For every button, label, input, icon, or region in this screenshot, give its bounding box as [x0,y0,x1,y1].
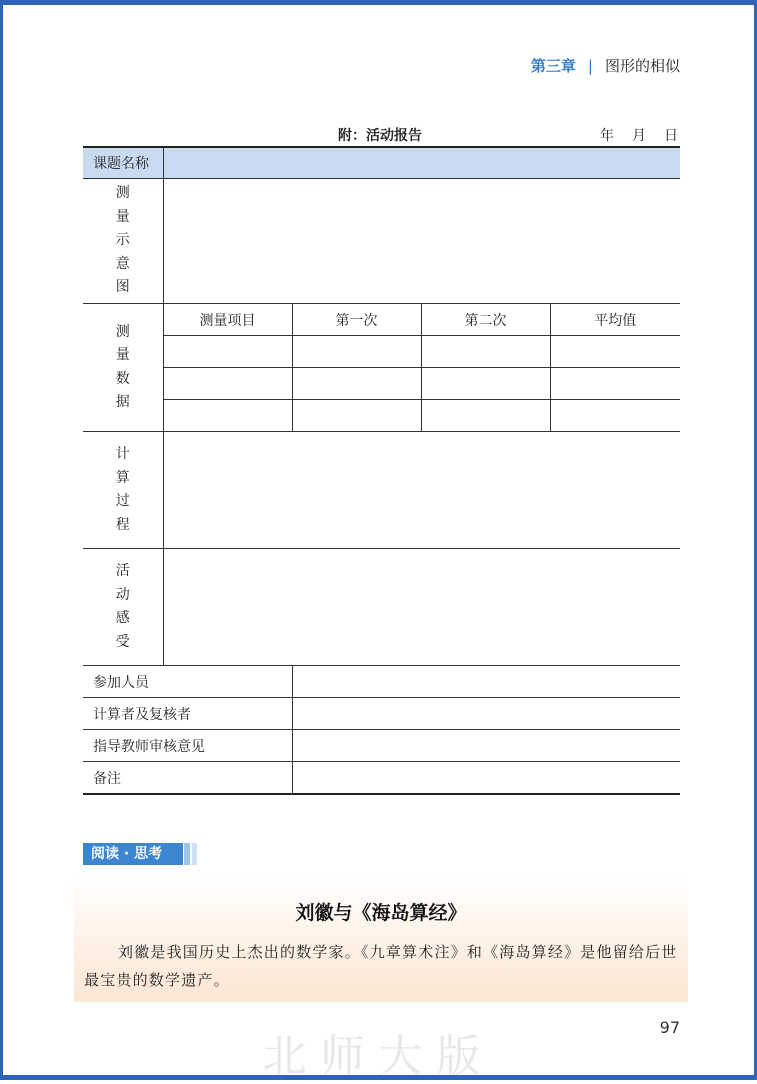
col-header-item: 测量项目 [163,304,292,336]
reading-title: 刘徽与《海岛算经》 [295,902,467,924]
calculators-row [83,698,680,730]
frame-top-border [0,0,757,5]
activity-report-table [83,146,680,795]
data-cell[interactable] [550,368,680,400]
page-header [531,55,680,76]
data-row [83,368,680,400]
notes-field[interactable] [292,762,680,795]
diagram-row [83,179,680,304]
data-cell[interactable] [292,368,421,400]
data-cell[interactable] [163,336,292,368]
data-header-row [83,304,680,336]
diagram-field[interactable] [163,179,680,304]
chapter-number: 第三章 [530,57,576,75]
report-date [582,125,678,145]
feeling-label: 活 动 感 受 [83,549,163,666]
calc-row [83,432,680,549]
calculators-label: 计算者及复核者 [83,698,292,730]
data-row [83,400,680,432]
chapter-title: 图形的相似 [604,57,680,75]
topic-row [83,147,680,179]
feeling-field[interactable] [163,549,680,666]
reading-paragraph: 刘徽是我国历史上杰出的数学家。《九章算术注》和《海岛算经》是他留给后世最宝贵的数学遗产。 [84,943,678,989]
data-cell[interactable] [421,400,550,432]
data-label: 测 量 数 据 [83,304,163,432]
notes-row [83,762,680,795]
page-number: 97 [659,1018,680,1037]
col-header-first: 第一次 [292,304,421,336]
frame-left-border [0,0,3,1080]
data-cell[interactable] [421,336,550,368]
report-title: 附：活动报告 [338,128,422,144]
badge-stripe [184,843,190,865]
participants-label: 参加人员 [83,666,292,698]
calc-field[interactable] [163,432,680,549]
data-cell[interactable] [292,400,421,432]
notes-label: 备注 [83,762,292,795]
teacher-label: 指导教师审核意见 [83,730,292,762]
data-cell[interactable] [421,368,550,400]
diagram-label: 测 量 示 意 图 [83,179,163,304]
badge-stripe [192,843,197,865]
date-day: 日 [664,128,678,144]
participants-row [83,666,680,698]
data-row [83,336,680,368]
date-year: 年 [600,128,614,144]
feeling-row [83,549,680,666]
date-month: 月 [632,128,646,144]
data-cell[interactable] [163,368,292,400]
participants-field[interactable] [292,666,680,698]
calculators-field[interactable] [292,698,680,730]
report-heading [83,125,680,145]
col-header-average: 平均值 [550,304,680,336]
watermark: 北师大版 [262,1031,495,1082]
col-header-second: 第二次 [421,304,550,336]
data-cell[interactable] [550,336,680,368]
data-cell[interactable] [292,336,421,368]
teacher-field[interactable] [292,730,680,762]
teacher-row [83,730,680,762]
calc-label: 计 算 过 程 [83,432,163,549]
topic-field[interactable] [163,147,680,179]
header-separator: | [587,56,593,75]
data-cell[interactable] [163,400,292,432]
reading-box [74,878,688,1002]
topic-label: 课题名称 [83,147,163,179]
reading-badge-label: 阅读 · 思考 [83,843,183,865]
data-cell[interactable] [550,400,680,432]
reading-badge [83,843,199,865]
